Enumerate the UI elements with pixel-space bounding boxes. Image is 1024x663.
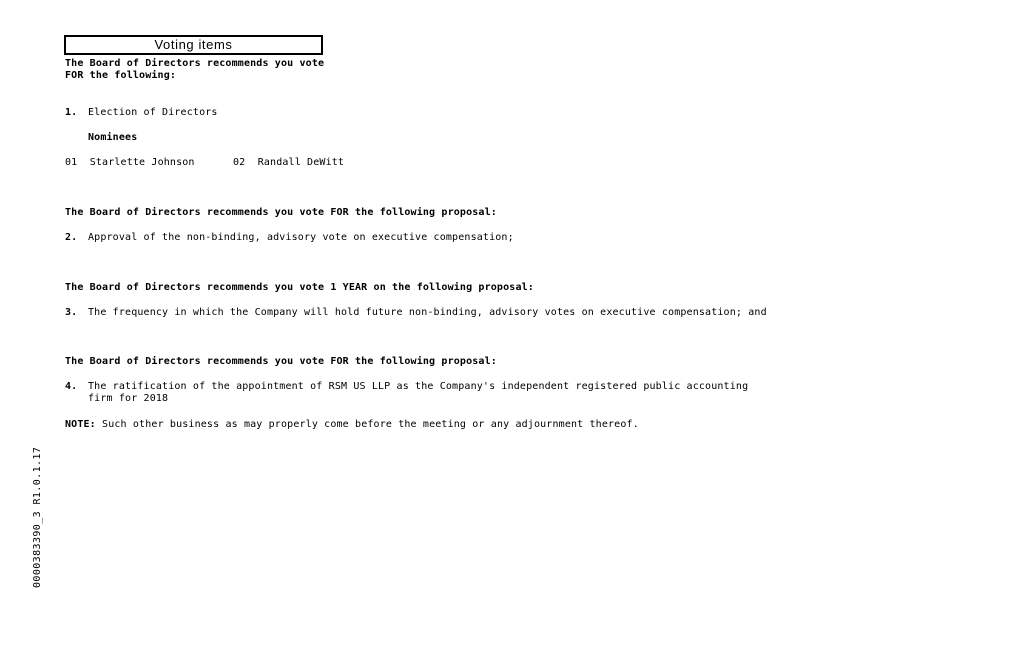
recommendation-4: The Board of Directors recommends you vote FOR the following proposal: (65, 356, 497, 367)
note-text: Such other business as may properly come before the meeting or any adjournment thereof. (102, 419, 639, 430)
nominee-2-code: 02 (233, 157, 246, 168)
recommendation-3: The Board of Directors recommends you vote 1 YEAR on the following proposal: (65, 282, 534, 293)
nominee-1 (65, 157, 195, 168)
item-4 (65, 381, 748, 393)
item-3-number: 3. (65, 307, 78, 318)
item-3-text: The frequency in which the Company will hold future non-binding, advisory votes on executive compensation; and (88, 307, 767, 318)
item-4-text-line-1: The ratification of the appointment of RSM US LLP as the Company's independent registered public accounting (88, 381, 749, 392)
voting-items-header: Voting items (64, 35, 323, 55)
nominees-row (65, 157, 465, 169)
recommendation-2: The Board of Directors recommends you vote FOR the following proposal: (65, 207, 497, 218)
nominee-2 (233, 157, 344, 169)
nominee-2-name: Randall DeWitt (257, 157, 345, 168)
nominee-1-code: 01 (65, 157, 78, 168)
item-4-text-line-2: firm for 2018 (88, 393, 169, 404)
intro-line-1: The Board of Directors recommends you vote (65, 58, 325, 69)
item-4-number: 4. (65, 381, 78, 392)
item-1-number: 1. (65, 107, 78, 118)
item-2 (65, 232, 514, 244)
item-1-text: Election of Directors (88, 107, 218, 118)
document-code: 0000383390_3 R1.0.1.17 (32, 446, 43, 588)
nominee-1-name: Starlette Johnson (89, 157, 195, 168)
item-2-number: 2. (65, 232, 78, 243)
item-2-text: Approval of the non-binding, advisory vote on executive compensation; (88, 232, 514, 243)
nominees-label: Nominees (88, 132, 138, 143)
note (65, 419, 639, 431)
item-3 (65, 307, 767, 319)
intro-line-2: FOR the following: (65, 70, 177, 81)
item-1 (65, 107, 218, 119)
note-label: NOTE: (65, 419, 96, 430)
